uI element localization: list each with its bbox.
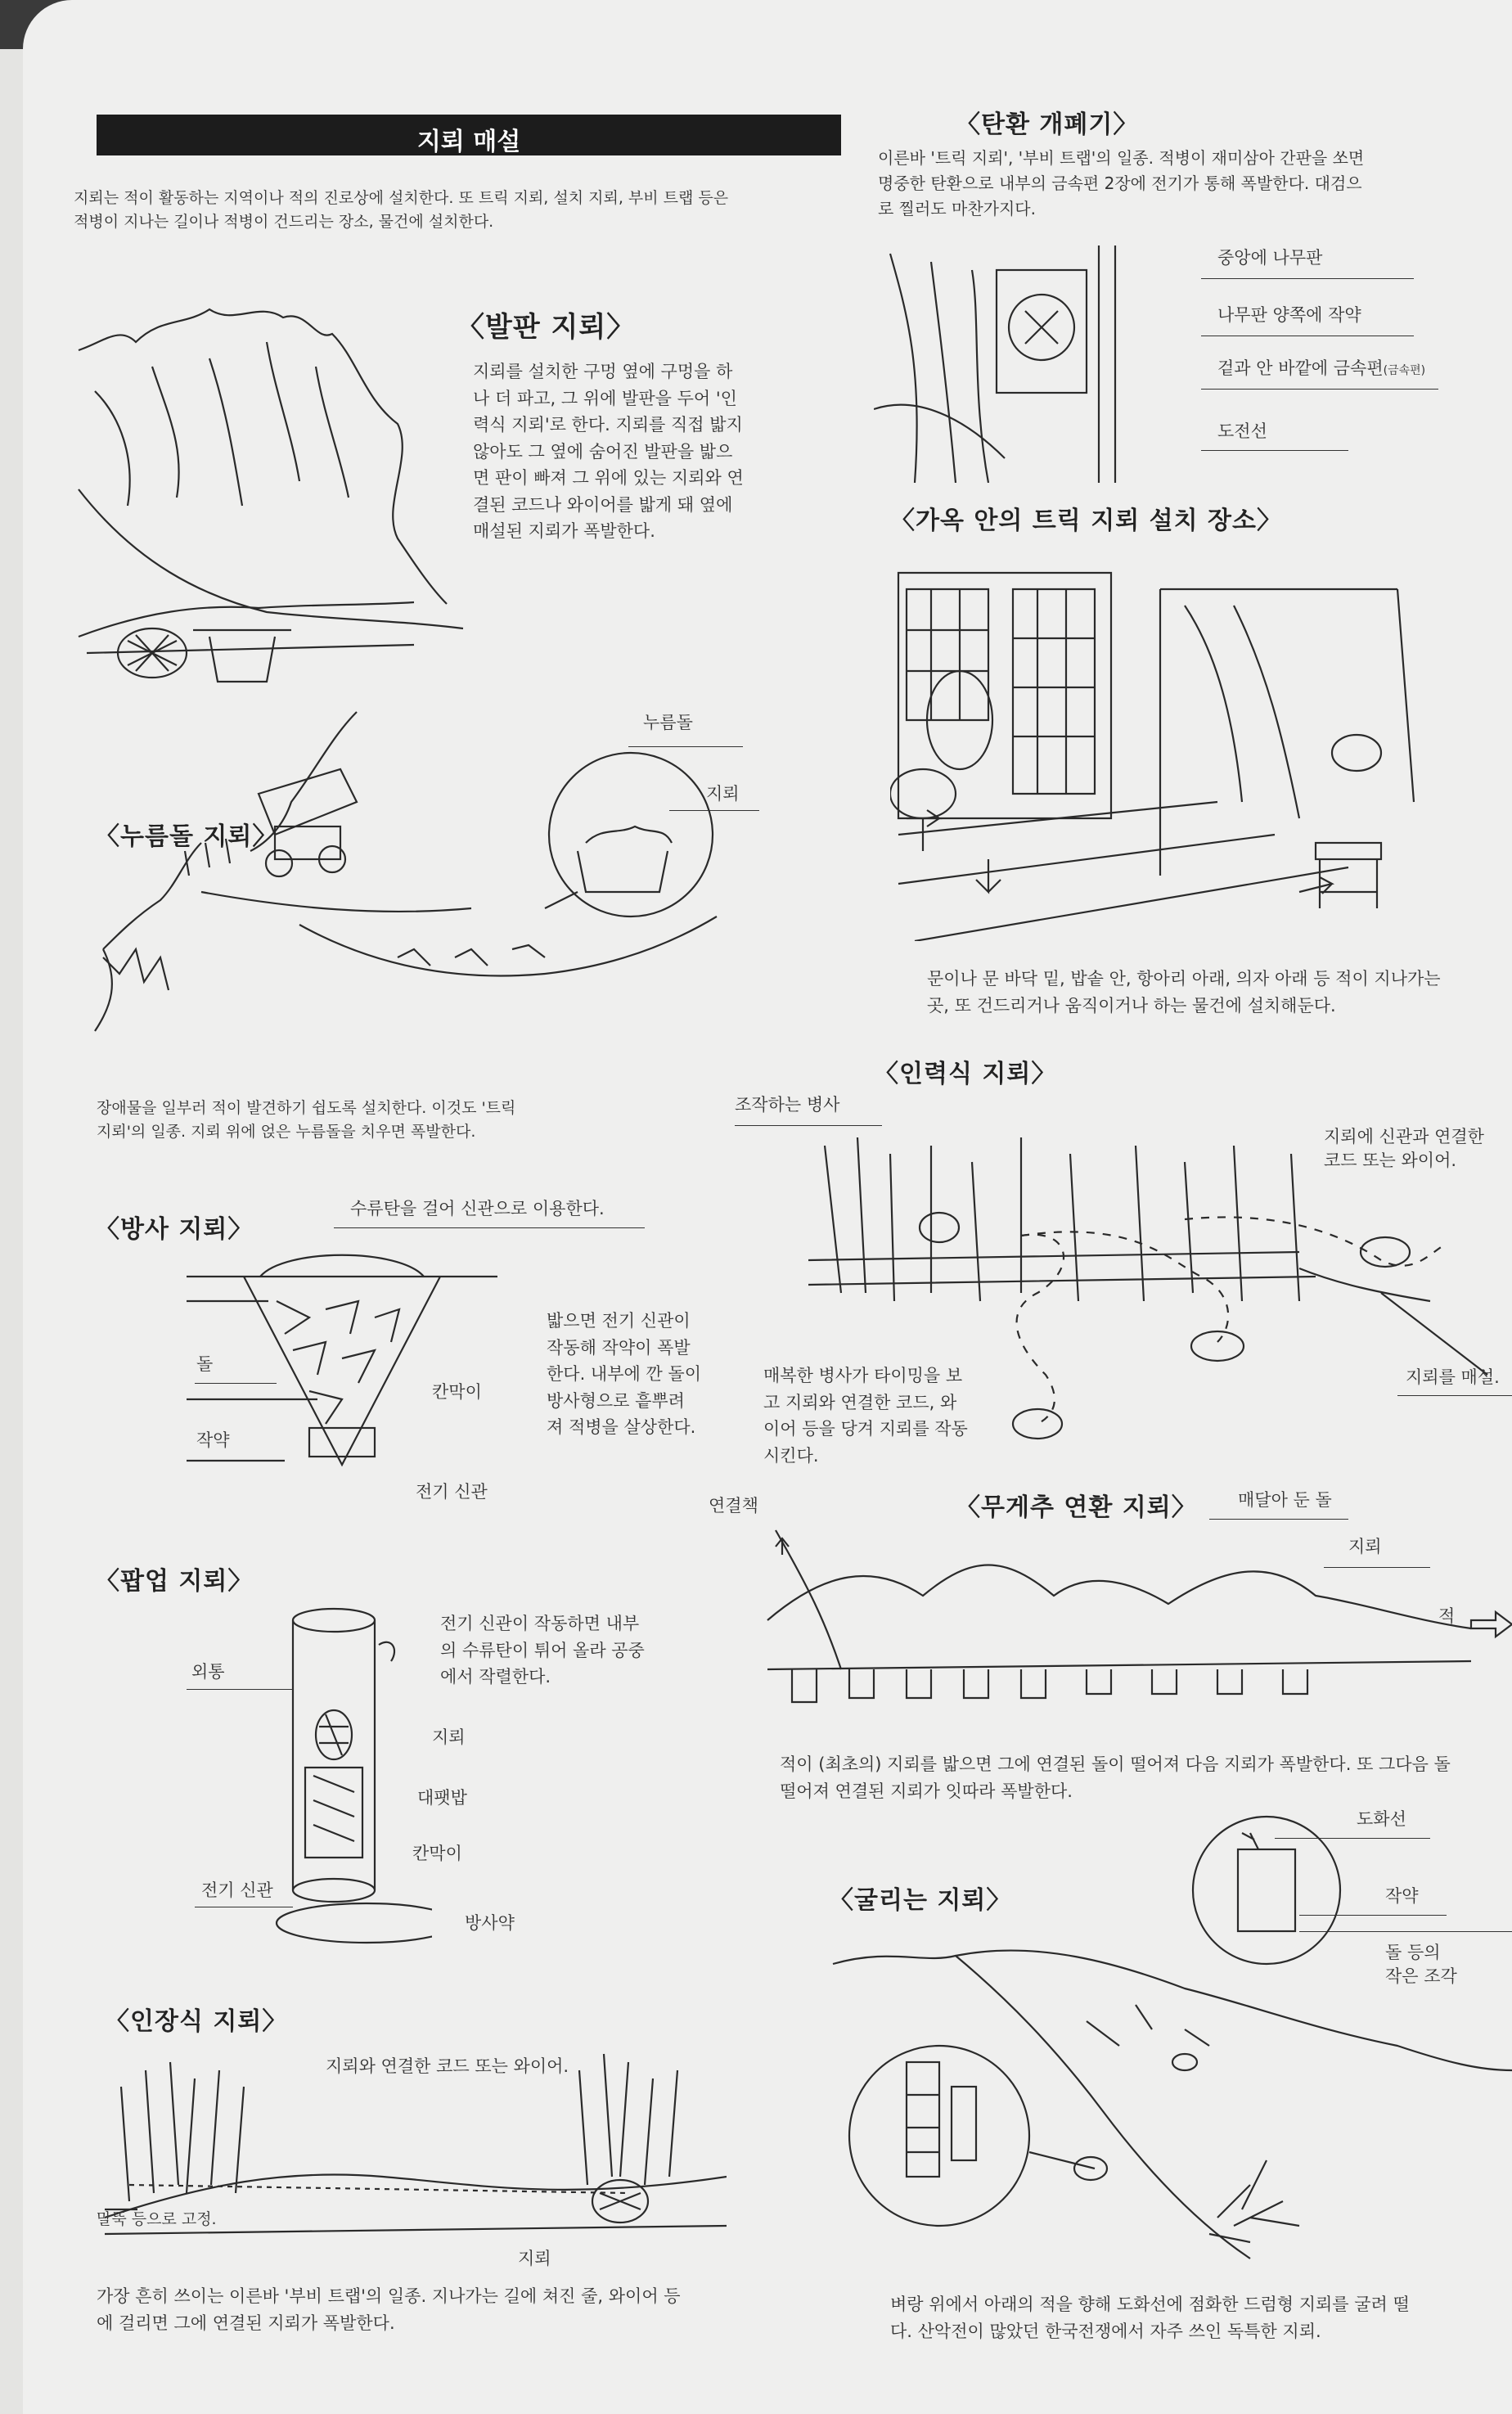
command-mine-heading: 〈인력식 지뢰〉 (874, 1060, 1057, 1088)
house-trap-illustration (890, 556, 1430, 941)
partition-label: 칸막이 (432, 1382, 482, 1402)
cord-label: 지뢰에 신관과 연결한 코드 또는 와이어. (1324, 1127, 1484, 1171)
mine-label: 지뢰 (518, 2249, 551, 2268)
stone-mine-heading: 〈누름돌 지뢰〉 (95, 822, 278, 851)
plate-label: 나무판 양쪽에 작약 (1217, 305, 1361, 325)
book-page (23, 0, 1512, 2414)
enemy-label: 적 (1438, 1606, 1456, 1626)
bullet-switch-illustration (874, 245, 1234, 483)
buried-label: 지뢰를 매설. (1406, 1367, 1500, 1387)
bamboo-label: 대팻밥 (417, 1788, 467, 1808)
leader-line (334, 1227, 645, 1228)
hanging-stone-label: 매달아 둔 돌 (1238, 1490, 1332, 1510)
mine-label: 지뢰 (1348, 1537, 1382, 1556)
radial-mine-heading: 〈방사 지뢰〉 (95, 1215, 254, 1244)
link-label: 연결책 (709, 1496, 758, 1516)
charge-label: 작약 (1385, 1886, 1419, 1906)
leader-line (669, 810, 759, 811)
cord-label: 지뢰와 연결한 코드 또는 와이어. (326, 2056, 569, 2076)
propellant-label: 방사약 (465, 1913, 515, 1933)
mine-label: 지뢰 (432, 1727, 466, 1747)
chain-mine-caption: 적이 (최초의) 지뢰를 밟으면 그에 연결된 돌이 떨어져 다음 지뢰가 폭발한다. 또 그다음 돌 떨어져 연결된 지뢰가 잇따라 폭발한다. (780, 1754, 1451, 1801)
detonator-label: 전기 신관 (416, 1482, 488, 1502)
radial-mine-body: 밟으면 전기 신관이 작동해 작약이 폭발 한다. 내부에 깐 돌이 방사형으로 흩뿌려 져 적병을 살상한다. (547, 1311, 701, 1438)
section-banner (97, 115, 841, 155)
detonator-label: 전기 신관 (201, 1880, 273, 1900)
stone-mine-caption: 장애물을 일부러 적이 발견하기 쉽도록 설치한다. 이것도 '트릭 지뢰'의 일종. 지뢰 위에 얹은 누름돌을 치우면 폭발한다. (97, 1099, 516, 1142)
wood-label: 중앙에 나무판 (1217, 248, 1323, 268)
soldier-label: 조작하는 병사 (735, 1095, 840, 1115)
partition-label: 칸막이 (412, 1844, 462, 1863)
chain-mine-illustration (759, 1522, 1512, 1735)
leader-line (1201, 389, 1438, 390)
grenade-label: 수류탄을 걸어 신관으로 이용한다. (350, 1199, 605, 1218)
house-trap-heading: 〈가옥 안의 트릭 지뢰 설치 장소〉 (890, 507, 1282, 535)
bullet-switch-heading: 〈탄환 개폐기〉 (956, 110, 1139, 139)
wire-label: 도전선 (1217, 421, 1267, 441)
popup-mine-heading: 〈팝업 지뢰〉 (95, 1567, 254, 1596)
page-title: 지뢰 매설 (416, 128, 521, 156)
intro-text: 지뢰는 적이 활동하는 지역이나 적의 진로상에 설치한다. 또 트릭 지뢰, 설치 지뢰, 부비 트랩 등은 적병이 지나는 길이나 적병이 건드리는 장소, 물건에 설치한다. (74, 189, 729, 232)
rolling-mine-heading: 〈굴리는 지뢰〉 (829, 1886, 1012, 1915)
metal-label: 겉과 안 바깥에 금속편(금속편) (1217, 358, 1426, 378)
leader-line (187, 1689, 293, 1690)
pressure-mine-body: 지뢰를 설치한 구멍 옆에 구멍을 하 나 더 파고, 그 위에 발판을 두어 '인 력식 지뢰'로 한다. 지뢰를 직접 밟지 않아도 그 옆에 숨어진 발판을 밟으 면 판이 빠져 그 위에 있는 지뢰와 연 결된 코드나 와이어를 밟게 돼 옆에 매설된 지뢰가 폭발한다. (473, 362, 744, 542)
popup-mine-body: 전기 신관이 작동하면 내부 의 수류탄이 튀어 올라 공중 에서 작렬한다. (440, 1614, 645, 1687)
leader-line (1201, 278, 1414, 279)
fuse-label: 도화선 (1357, 1809, 1406, 1829)
rolling-mine-illustration (825, 1800, 1512, 2291)
pressure-mine-heading: 〈발판 지뢰〉 (457, 311, 636, 344)
pull-mine-heading: 〈인장식 지뢰〉 (105, 2007, 288, 2036)
leader-line (195, 1383, 277, 1384)
bullet-switch-body: 이른바 '트릭 지뢰', '부비 트랩'의 일종. 적병이 재미삼아 간판을 쏘면 명중한 탄환으로 내부의 금속편 2장에 전기가 통해 폭발한다. 대검으 로 찔러도 마찬가지다. (878, 148, 1365, 218)
house-trap-caption: 문이나 문 바닥 밑, 밥솥 안, 항아리 아래, 의자 아래 등 적이 지나가는 곳, 또 건드리거나 움직이거나 하는 물건에 설치해둔다. (927, 969, 1441, 1016)
stone-label: 돌 (196, 1354, 214, 1374)
leader-line (628, 746, 743, 747)
mine-label: 지뢰 (706, 784, 740, 804)
stake-label: 말뚝 등으로 고정. (97, 2210, 217, 2228)
leader-line (735, 1125, 882, 1126)
pull-mine-caption: 가장 흔히 쓰이는 이른바 '부비 트랩'의 일종. 지나가는 길에 쳐진 줄, 와이어 등 에 걸리면 그에 연결된 지뢰가 폭발한다. (97, 2286, 681, 2333)
stone-mine-illustration (87, 704, 725, 1039)
leader-line (1209, 1519, 1348, 1520)
popup-mine-illustration (268, 1604, 432, 1956)
pressure-mine-illustration (70, 293, 479, 702)
fragments-label: 돌 등의 작은 조각 (1385, 1943, 1457, 1987)
charge-label: 작약 (196, 1430, 230, 1450)
rolling-mine-caption: 벼랑 위에서 아래의 적을 향해 도화선에 점화한 드럼형 지뢰를 굴려 떨 다. 산악전이 많았던 한국전쟁에서 자주 쓰인 독특한 지뢰. (890, 2295, 1410, 2341)
command-mine-body: 매복한 병사가 타이밍을 보 고 지뢰와 연결한 코드, 와 이어 등을 당겨 지뢰를 작동 시킨다. (763, 1366, 968, 1466)
leader-line (1201, 450, 1348, 451)
outer-label: 외통 (191, 1662, 225, 1682)
radial-mine-illustration (187, 1252, 497, 1489)
chain-mine-heading: 〈무게추 연환 지뢰〉 (956, 1493, 1197, 1522)
stone-label: 누름돌 (643, 713, 693, 732)
leader-line (1397, 1395, 1512, 1396)
